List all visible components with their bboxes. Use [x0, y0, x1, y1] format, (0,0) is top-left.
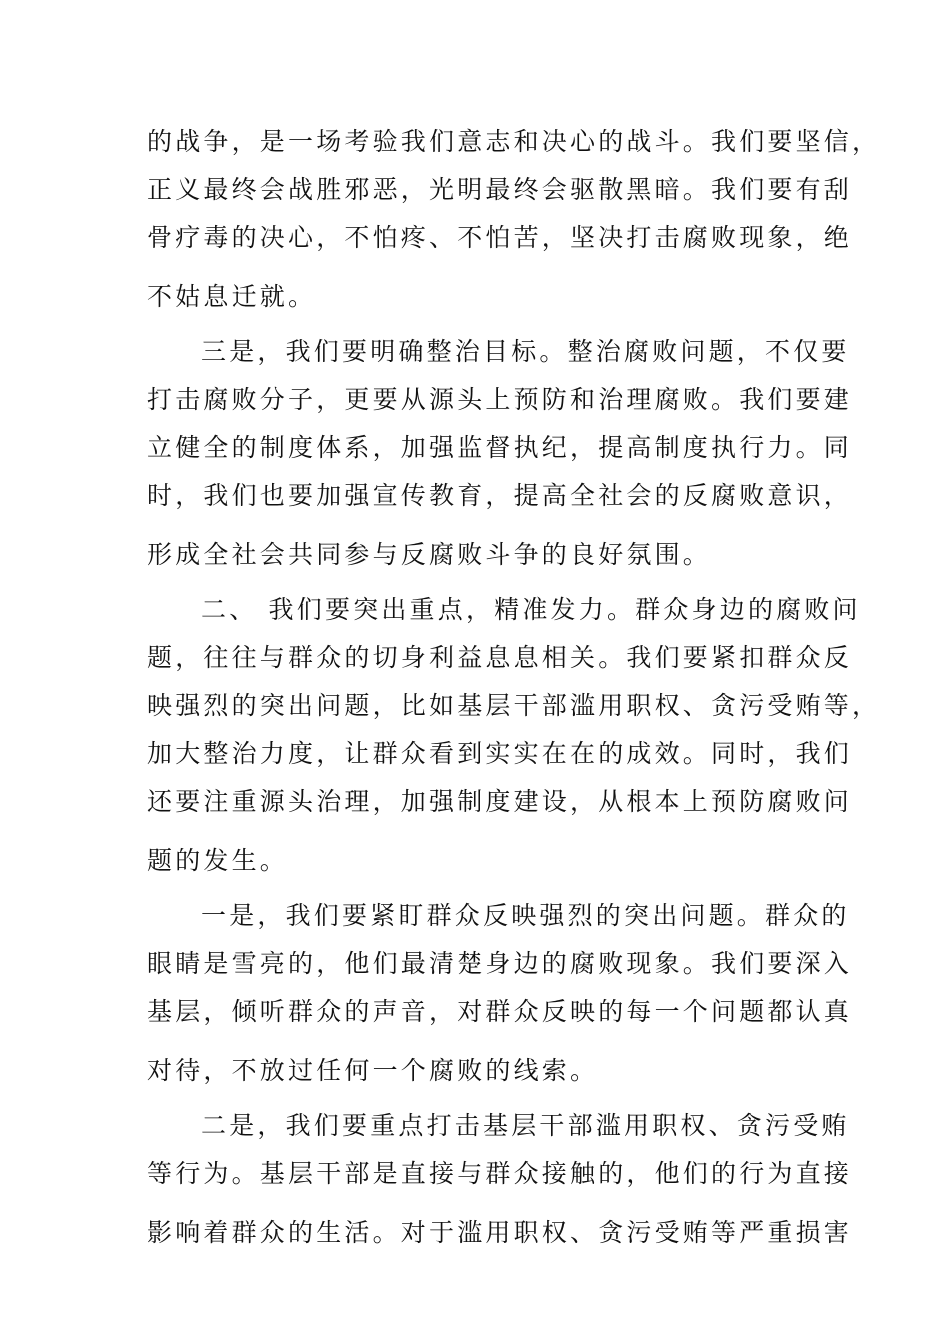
text-line: 题的发生。	[147, 846, 289, 875]
text-line: 对待，不放过任何一个腐败的线索。	[147, 1056, 599, 1085]
paragraph-1	[147, 118, 881, 328]
text-line: 骨疗毒的决心，不怕疼、不怕苦，坚决打击腐败现象，绝	[147, 223, 853, 252]
text-line: 时，我们也要加强宣传教育，提高全社会的反腐败意识，	[147, 481, 853, 510]
text-line: 不姑息迁就。	[147, 282, 317, 311]
text-line: 眼睛是雪亮的，他们最清楚身边的腐败现象。我们要深入	[147, 949, 853, 978]
text-line: 二、 我们要突出重点，精准发力。群众身边的腐败问	[201, 595, 861, 624]
text-line: 三是，我们要明确整治目标。整治腐败问题，不仅要	[201, 337, 850, 366]
text-line: 题，往往与群众的切身利益息息相关。我们要紧扣群众反	[147, 643, 853, 672]
text-line: 正义最终会战胜邪恶，光明最终会驱散黑暗。我们要有刮	[147, 175, 853, 204]
text-line: 打击腐败分子，更要从源头上预防和治理腐败。我们要建	[147, 385, 853, 414]
text-line: 的战争，是一场考验我们意志和决心的战斗。我们要坚信，	[147, 127, 881, 156]
paragraph-4	[147, 892, 853, 1102]
text-line: 映强烈的突出问题，比如基层干部滥用职权、贪污受贿等，	[147, 691, 881, 720]
text-line: 一是，我们要紧盯群众反映强烈的突出问题。群众的	[201, 901, 850, 930]
text-line: 基层，倾听群众的声音，对群众反映的每一个问题都认真	[147, 997, 853, 1026]
text-line: 等行为。基层干部是直接与群众接触的，他们的行为直接	[147, 1159, 853, 1188]
text-line: 二是，我们要重点打击基层干部滥用职权、贪污受贿	[201, 1111, 850, 1140]
text-line: 加大整治力度，让群众看到实实在在的成效。同时，我们	[147, 739, 853, 768]
paragraph-5	[147, 1102, 853, 1264]
text-line: 立健全的制度体系，加强监督执纪，提高制度执行力。同	[147, 433, 853, 462]
document-page	[147, 118, 881, 1264]
text-line: 影响着群众的生活。对于滥用职权、贪污受贿等严重损害	[147, 1218, 853, 1247]
paragraph-3	[147, 586, 881, 892]
text-line: 形成全社会共同参与反腐败斗争的良好氛围。	[147, 540, 712, 569]
text-line: 还要注重源头治理，加强制度建设，从根本上预防腐败问	[147, 787, 853, 816]
paragraph-2	[147, 328, 853, 586]
